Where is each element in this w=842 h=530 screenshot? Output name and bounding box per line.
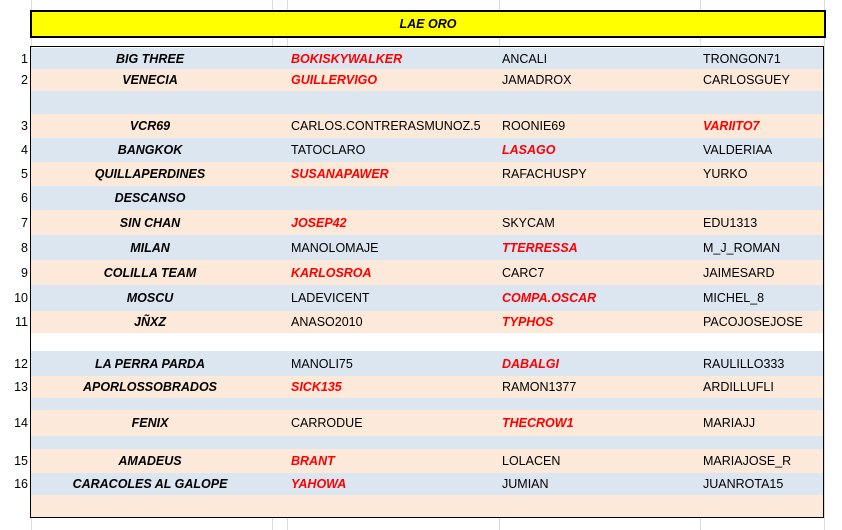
player-2-cell[interactable]: ANCALI: [502, 51, 548, 66]
table-row[interactable]: [0, 210, 842, 235]
table-row[interactable]: [0, 48, 842, 69]
spacer-row: [0, 333, 842, 351]
player-1-cell[interactable]: CARLOS.CONTRERASMUNOZ.5: [291, 119, 481, 133]
row-number[interactable]: 15: [14, 454, 28, 468]
player-2-cell[interactable]: TTERRESSA: [502, 240, 578, 255]
row-number[interactable]: 7: [21, 215, 28, 230]
player-2-cell[interactable]: CARC7: [502, 265, 545, 280]
player-1-cell[interactable]: CARRODUE: [291, 416, 363, 430]
player-1-cell[interactable]: BOKISKYWALKER: [291, 51, 403, 66]
player-3-cell[interactable]: PACOJOSEJOSE: [703, 315, 803, 329]
table-row[interactable]: [0, 351, 842, 376]
row-number[interactable]: 5: [21, 167, 28, 181]
player-2-cell[interactable]: ROONIE69: [502, 119, 566, 133]
player-3-cell[interactable]: JAIMESARD: [703, 265, 775, 280]
row-number[interactable]: 8: [21, 240, 28, 255]
team-name-cell[interactable]: DESCANSO: [114, 191, 186, 205]
row-number[interactable]: 9: [21, 265, 28, 280]
row-number[interactable]: 12: [14, 356, 28, 371]
table-row[interactable]: [0, 235, 842, 260]
player-3-cell[interactable]: MARIAJJ: [703, 416, 756, 430]
team-name-cell[interactable]: COLILLA TEAM: [103, 265, 197, 280]
player-3-cell[interactable]: RAULILLO333: [703, 356, 785, 371]
row-number[interactable]: 3: [21, 119, 28, 133]
title-text: LAE ORO: [399, 17, 457, 31]
player-2-cell[interactable]: TYPHOS: [502, 315, 554, 329]
player-1-cell[interactable]: TATOCLARO: [291, 143, 366, 157]
team-name-cell[interactable]: CARACOLES AL GALOPE: [72, 477, 228, 491]
player-3-cell[interactable]: ARDILLUFLI: [703, 380, 774, 394]
row-number[interactable]: 14: [14, 416, 28, 430]
player-2-cell[interactable]: LASAGO: [502, 143, 556, 157]
table-row[interactable]: [0, 114, 842, 138]
team-name-cell[interactable]: VCR69: [129, 119, 171, 133]
row-number[interactable]: 2: [21, 73, 28, 87]
player-3-cell[interactable]: MICHEL_8: [703, 291, 765, 305]
player-2-cell[interactable]: JAMADROX: [502, 73, 572, 87]
player-2-cell[interactable]: RAMON1377: [502, 380, 577, 394]
empty-row: [31, 436, 823, 449]
empty-row: [31, 398, 823, 410]
player-1-cell[interactable]: MANOLOMAJE: [291, 240, 379, 255]
row-number[interactable]: 10: [14, 291, 28, 305]
player-1-cell[interactable]: ANASO2010: [291, 315, 363, 329]
table-row[interactable]: [0, 285, 842, 311]
team-name-cell[interactable]: MILAN: [130, 240, 170, 255]
empty-row: [31, 333, 823, 351]
row-number[interactable]: 1: [21, 51, 28, 66]
spacer-row: [0, 436, 842, 449]
empty-row: [31, 91, 823, 114]
team-name-cell[interactable]: VENECIA: [122, 73, 178, 87]
table-row[interactable]: [0, 311, 842, 333]
player-1-cell[interactable]: SICK135: [291, 380, 342, 394]
table-row[interactable]: [0, 449, 842, 473]
row-number[interactable]: 13: [14, 380, 28, 394]
team-name-cell[interactable]: MOSCU: [126, 291, 174, 305]
player-1-cell[interactable]: BRANT: [291, 454, 335, 468]
player-1-cell[interactable]: MANOLI75: [291, 356, 353, 371]
spacer-row: [0, 91, 842, 114]
team-name-cell[interactable]: QUILLAPERDINES: [94, 167, 206, 181]
player-2-cell[interactable]: THECROW1: [502, 416, 574, 430]
spacer-row: [0, 398, 842, 410]
table-row[interactable]: [0, 260, 842, 285]
player-3-cell[interactable]: TRONGON71: [703, 51, 781, 66]
table-row[interactable]: [0, 473, 842, 495]
player-2-cell[interactable]: RAFACHUSPY: [502, 167, 587, 181]
team-name-cell[interactable]: BIG THREE: [115, 51, 185, 66]
table-row[interactable]: [0, 186, 842, 210]
player-3-cell[interactable]: VALDERIAA: [703, 143, 773, 157]
row-number[interactable]: 4: [21, 143, 28, 157]
row-number[interactable]: 11: [15, 315, 28, 329]
player-1-cell[interactable]: LADEVICENT: [291, 291, 370, 305]
empty-row: [31, 495, 823, 517]
player-3-cell[interactable]: EDU1313: [703, 215, 758, 230]
team-name-cell[interactable]: APORLOSSOBRADOS: [82, 380, 218, 394]
player-1-cell[interactable]: JOSEP42: [291, 215, 347, 230]
spacer-row: [0, 495, 842, 517]
table-row[interactable]: [0, 410, 842, 436]
player-3-cell[interactable]: YURKO: [703, 167, 748, 181]
table-row[interactable]: [0, 138, 842, 162]
table-row[interactable]: [0, 162, 842, 186]
player-3-cell[interactable]: MARIAJOSE_R: [703, 454, 792, 468]
row-number[interactable]: 16: [14, 477, 28, 491]
table-row[interactable]: [0, 69, 842, 91]
title-cell[interactable]: [30, 10, 826, 38]
player-2-cell[interactable]: LOLACEN: [502, 454, 561, 468]
player-1-cell[interactable]: SUSANAPAWER: [291, 167, 389, 181]
player-2-cell[interactable]: COMPA.OSCAR: [502, 291, 597, 305]
team-name-cell[interactable]: BANGKOK: [117, 143, 183, 157]
player-3-cell[interactable]: JUANROTA15: [703, 477, 784, 491]
player-1-cell[interactable]: KARLOSROA: [291, 265, 372, 280]
player-3-cell[interactable]: VARIITO7: [703, 119, 760, 133]
player-1-cell[interactable]: GUILLERVIGO: [291, 73, 378, 87]
team-name-cell[interactable]: JÑXZ: [134, 315, 166, 329]
team-name-cell[interactable]: SIN CHAN: [119, 215, 181, 230]
team-name-cell[interactable]: LA PERRA PARDA: [95, 356, 205, 371]
player-2-cell[interactable]: DABALGI: [502, 356, 559, 371]
team-name-cell[interactable]: AMADEUS: [118, 454, 182, 468]
row-number[interactable]: 6: [21, 191, 28, 205]
table-row[interactable]: [0, 376, 842, 398]
player-3-cell[interactable]: CARLOSGUEY: [703, 73, 790, 87]
player-2-cell[interactable]: JUMIAN: [502, 477, 549, 491]
player-2-cell[interactable]: SKYCAM: [502, 215, 555, 230]
team-name-cell[interactable]: FENIX: [131, 416, 169, 430]
player-3-cell[interactable]: M_J_ROMAN: [703, 240, 781, 255]
player-1-cell[interactable]: YAHOWA: [291, 477, 347, 491]
